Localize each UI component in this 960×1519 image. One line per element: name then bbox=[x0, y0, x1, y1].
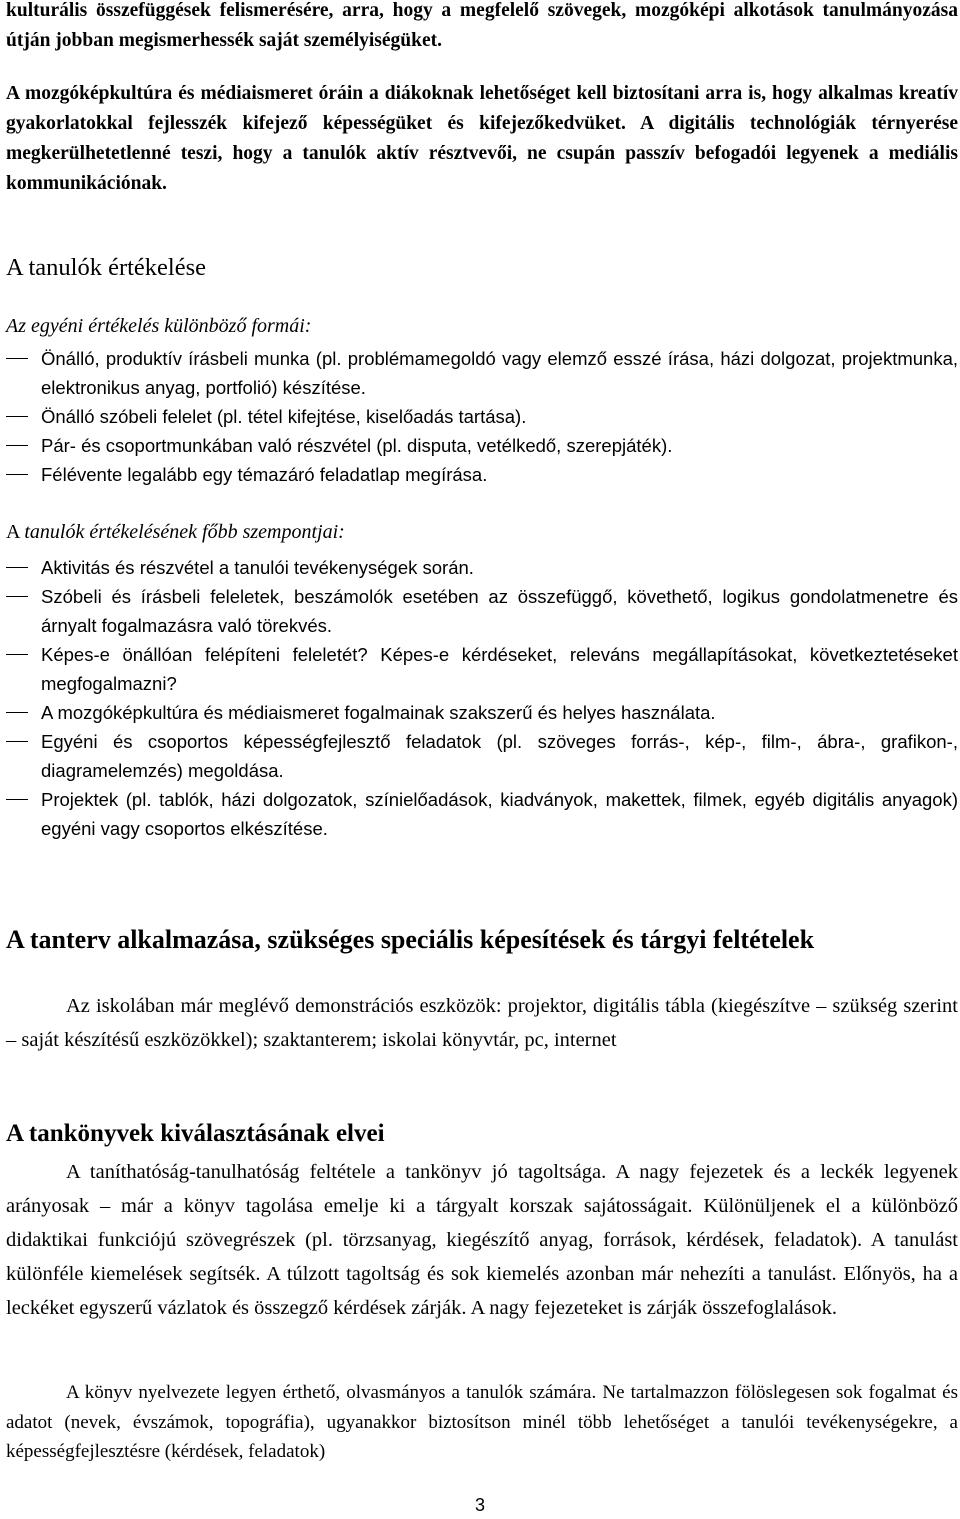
assessment-criteria-intro: A tanulók értékelésének főbb szempontjai: bbox=[6, 521, 345, 543]
dash-bullet bbox=[6, 596, 28, 597]
assessment-forms-intro: Az egyéni értékelés különböző formái: bbox=[6, 315, 312, 337]
list-item: Önálló szóbeli felelet (pl. tétel kifejtése, kiselőadás tartása). bbox=[6, 402, 958, 431]
list-item: Aktivitás és részvétel a tanulói tevékenységek során. bbox=[6, 553, 958, 582]
dash-bullet bbox=[6, 358, 28, 359]
dash-bullet bbox=[6, 799, 28, 800]
dash-bullet bbox=[6, 741, 28, 742]
dash-bullet bbox=[6, 654, 28, 655]
list-item: A mozgóképkultúra és médiaismeret fogalmainak szakszerű és helyes használata. bbox=[6, 698, 958, 727]
list-item: Képes-e önállóan felépíteni feleletét? Képes-e kérdéseket, releváns megállapításokat, következtetéseket megfogalmazni? bbox=[6, 640, 958, 698]
page-number: 3 bbox=[474, 1495, 485, 1515]
list-item: Önálló, produktív írásbeli munka (pl. problémamegoldó vagy elemző esszé írása, házi dolgozat, projektmunka, elektronikus anyag, portfolió) készítése. bbox=[6, 344, 958, 402]
dash-bullet bbox=[6, 445, 28, 446]
dash-bullet bbox=[6, 712, 28, 713]
assessment-forms-list bbox=[6, 344, 958, 489]
list-item: Egyéni és csoportos képességfejlesztő feladatok (pl. szöveges forrás-, kép-, film-, ábra-, grafikon-, diagramelemzés) megoldása. bbox=[6, 727, 958, 785]
dash-bullet bbox=[6, 567, 28, 568]
curriculum-heading: A tanterv alkalmazása, szükséges speciális képesítések és tárgyi feltételek bbox=[6, 925, 815, 954]
dash-bullet bbox=[6, 474, 28, 475]
list-item: Projektek (pl. tablók, házi dolgozatok, színielőadások, kiadványok, makettek, filmek, egyéb digitális anyagok) egyéni vagy csoportos elkészítése. bbox=[6, 785, 958, 843]
textbooks-paragraph-1: A taníthatóság-tanulhatóság feltétele a tankönyv jó tagoltsága. A nagy fejezetek és a leckék legyenek arányosak – már a könyv tagolása emelje ki a tárgyalt korszak sajátosságait. Különüljenek el a különböző didaktikai funkciójú szövegrészek (pl. törzsanyag, kiegészítő anyag, források, kérdések, feladatok). A tanulást különféle kiemelések segítsék. A túlzott tagoltság és sok kiemelés azonban már nehezíti a tanulást. Előnyös, ha a leckéket egyszerű vázlatok és összegző kérdések zárják. A nagy fejezeteket is zárják összefoglalások. bbox=[6, 1161, 958, 1319]
textbooks-paragraph-2: A könyv nyelvezete legyen érthető, olvasmányos a tanulók számára. Ne tartalmazzon fölöslegesen sok fogalmat és adatot (nevek, évszámok, topográfia), ugyanakkor biztosítson minél több lehetőséget a tanulói tevékenységekre, a képességfejlesztésre (kérdések, feladatok) bbox=[6, 1382, 958, 1462]
dash-bullet bbox=[6, 416, 28, 417]
intro-paragraph-end: kulturális összefüggések felismerésére, arra, hogy a megfelelő szövegek, mozgóképi alkotások tanulmányozása útján jobban megismerhessék saját személyiségüket. bbox=[6, 0, 958, 51]
curriculum-paragraph: Az iskolában már meglévő demonstrációs eszközök: projektor, digitális tábla (kiegészítve – szükség szerint – saját készítésű eszközökkel); szaktanterem; iskolai könyvtár, pc, internet bbox=[6, 995, 958, 1051]
assessment-heading: A tanulók értékelése bbox=[6, 254, 207, 281]
list-item: Szóbeli és írásbeli feleletek, beszámolók esetében az összefüggő, követhető, logikus gondolatmenetre és árnyalt fogalmazásra való törekvés. bbox=[6, 582, 958, 640]
list-item: Pár- és csoportmunkában való részvétel (pl. disputa, vetélkedő, szerepjáték). bbox=[6, 431, 958, 460]
creative-practice-paragraph: A mozgóképkultúra és médiaismeret óráin a diákoknak lehetőséget kell biztosítani arra is, hogy alkalmas kreatív gyakorlatokkal fejlesszék kifejező képességüket és kifejezőkedvüket. A digitális technológiák térnyerése megkerülhetetlenné teszi, hogy a tanulók aktív résztvevői, ne csupán passzív befogadói legyenek a mediális kommunikációnak. bbox=[6, 83, 958, 194]
textbooks-heading: A tankönyvek kiválasztásának elvei bbox=[6, 1120, 385, 1147]
assessment-criteria-list bbox=[6, 553, 958, 843]
list-item: Félévente legalább egy témazáró feladatlap megírása. bbox=[6, 460, 958, 489]
